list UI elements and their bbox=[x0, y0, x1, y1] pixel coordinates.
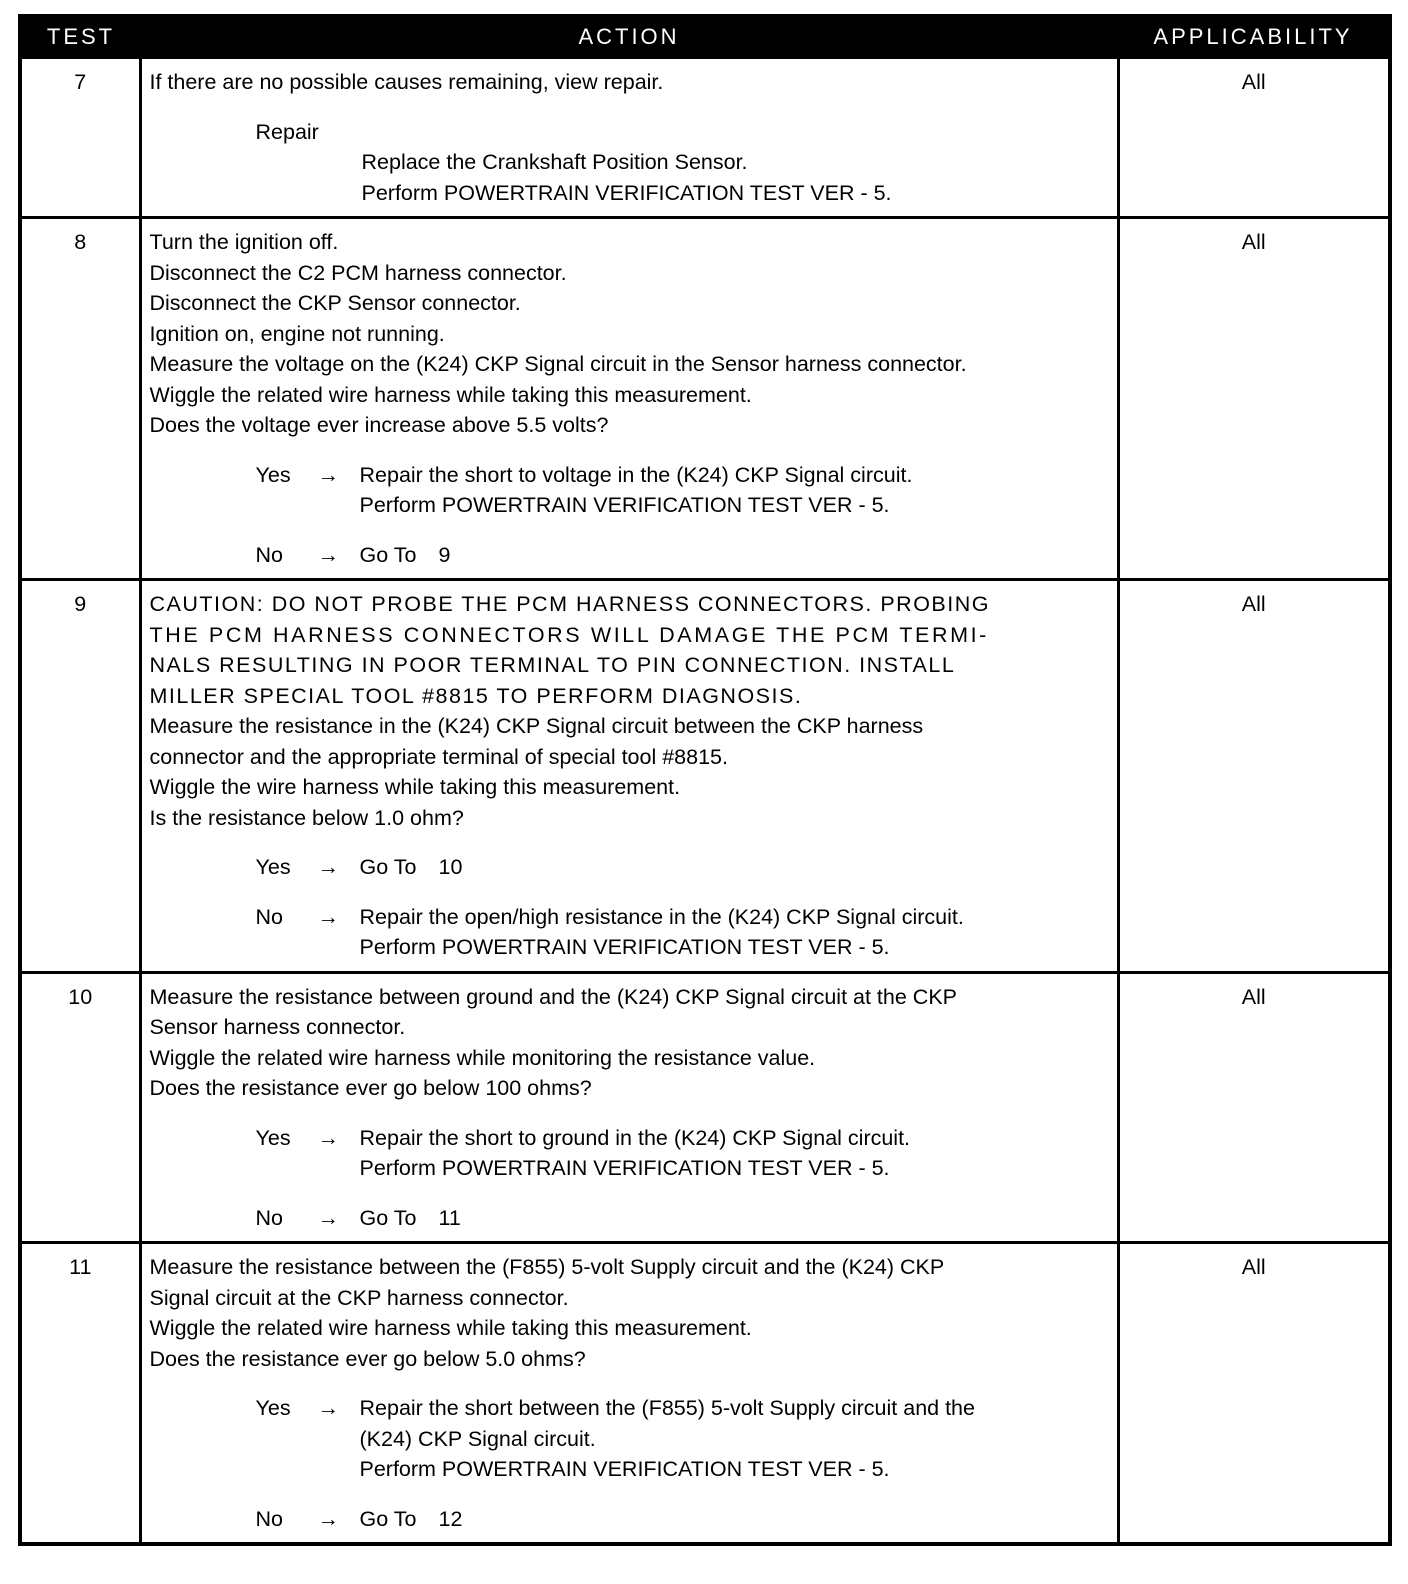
action-line: Wiggle the wire harness while taking this measurement. bbox=[149, 775, 681, 799]
goto-number: 12 bbox=[438, 1506, 463, 1531]
repair-block bbox=[256, 117, 1111, 209]
no-label: No bbox=[255, 1205, 283, 1230]
applicability-value: All bbox=[1118, 1243, 1390, 1545]
table-header bbox=[20, 16, 1390, 58]
action-line: Does the resistance ever go below 5.0 ohms? bbox=[149, 1346, 586, 1371]
result-line: Repair the short to voltage in the (K24) CKP Signal circuit. bbox=[359, 462, 913, 487]
yes-outcome bbox=[256, 1393, 1111, 1485]
no-result bbox=[360, 902, 1111, 963]
table-row bbox=[20, 218, 1390, 580]
result-line: Repair the short to ground in the (K24) CKP Signal circuit. bbox=[359, 1125, 911, 1150]
right-arrow-icon: → bbox=[317, 855, 339, 879]
yes-result bbox=[360, 1393, 1111, 1485]
applicability-value: All bbox=[1118, 972, 1390, 1243]
right-arrow-icon: → bbox=[317, 904, 339, 929]
applicability-value: All bbox=[1118, 580, 1390, 973]
caution-line: MILLER SPECIAL TOOL #8815 TO PERFORM DIAGNOSIS. bbox=[149, 683, 803, 708]
yes-outcome bbox=[256, 852, 1111, 883]
no-label: No bbox=[255, 904, 283, 929]
goto-number: 10 bbox=[438, 855, 463, 879]
repair-step: Perform POWERTRAIN VERIFICATION TEST VER - 5. bbox=[361, 180, 892, 205]
action-line: If there are no possible causes remaining, view repair. bbox=[149, 70, 664, 94]
right-arrow-icon: → bbox=[317, 1205, 339, 1230]
yes-outcome bbox=[256, 460, 1111, 521]
yes-outcome bbox=[256, 1123, 1111, 1184]
result-line: Perform POWERTRAIN VERIFICATION TEST VER - 5. bbox=[359, 1156, 890, 1180]
yes-result bbox=[360, 1123, 1111, 1184]
caution-line: THE PCM HARNESS CONNECTORS WILL DAMAGE THE PCM TERMI- bbox=[149, 622, 989, 647]
action-line: Measure the voltage on the (K24) CKP Signal circuit in the Sensor harness connector. bbox=[149, 352, 967, 376]
header-action: ACTION bbox=[140, 16, 1118, 58]
right-arrow-icon: → bbox=[317, 1506, 339, 1531]
applicability-value: All bbox=[1118, 218, 1390, 580]
caution-line: NALS RESULTING IN POOR TERMINAL TO PIN CONNECTION. INSTALL bbox=[149, 653, 956, 677]
goto-label: Go To bbox=[359, 855, 417, 879]
no-label: No bbox=[255, 1506, 283, 1531]
action-line: Wiggle the related wire harness while taking this measurement. bbox=[149, 382, 752, 407]
yes-label: Yes bbox=[255, 855, 291, 879]
action-line: Turn the ignition off. bbox=[149, 230, 339, 254]
no-result bbox=[360, 1203, 1111, 1234]
action-line: Sensor harness connector. bbox=[149, 1015, 406, 1039]
action-cell bbox=[140, 218, 1118, 580]
goto-label: Go To bbox=[359, 1506, 417, 1531]
result-line: Perform POWERTRAIN VERIFICATION TEST VER - 5. bbox=[359, 1457, 890, 1481]
repair-steps bbox=[362, 147, 1111, 208]
goto-label: Go To bbox=[359, 542, 417, 567]
action-line: connector and the appropriate terminal of special tool #8815. bbox=[149, 744, 728, 769]
action-line: Wiggle the related wire harness while taking this measurement. bbox=[149, 1316, 752, 1340]
yes-label: Yes bbox=[255, 1396, 291, 1420]
goto-number: 11 bbox=[438, 1205, 461, 1230]
table-row bbox=[20, 1243, 1390, 1545]
applicability-value: All bbox=[1118, 58, 1390, 218]
goto-number: 9 bbox=[438, 542, 451, 567]
action-cell bbox=[140, 580, 1118, 973]
no-label: No bbox=[255, 542, 283, 567]
action-line: Measure the resistance in the (K24) CKP Signal circuit between the CKP harness bbox=[149, 714, 924, 738]
test-number: 11 bbox=[20, 1243, 140, 1545]
action-line: Is the resistance below 1.0 ohm? bbox=[149, 805, 464, 830]
action-line: Disconnect the C2 PCM harness connector. bbox=[149, 260, 567, 285]
action-line: Wiggle the related wire harness while monitoring the resistance value. bbox=[149, 1045, 816, 1070]
action-line: Disconnect the CKP Sensor connector. bbox=[149, 291, 521, 315]
no-result bbox=[360, 1504, 1111, 1535]
result-line: (K24) CKP Signal circuit. bbox=[359, 1426, 596, 1451]
action-cell bbox=[140, 972, 1118, 1243]
action-line: Does the resistance ever go below 100 ohms? bbox=[149, 1076, 592, 1100]
result-line: Perform POWERTRAIN VERIFICATION TEST VER - 5. bbox=[359, 493, 890, 517]
no-result bbox=[360, 540, 1111, 571]
repair-step: Replace the Crankshaft Position Sensor. bbox=[361, 150, 748, 174]
test-number: 10 bbox=[20, 972, 140, 1243]
header-test: TEST bbox=[20, 16, 140, 58]
result-line: Repair the short between the (F855) 5-volt Supply circuit and the bbox=[359, 1396, 975, 1420]
right-arrow-icon: → bbox=[317, 462, 339, 487]
caution-line: CAUTION: DO NOT PROBE THE PCM HARNESS CONNECTORS. PROBING bbox=[149, 592, 990, 616]
right-arrow-icon: → bbox=[317, 542, 339, 567]
test-number: 7 bbox=[20, 58, 140, 218]
result-line: Repair the open/high resistance in the (K24) CKP Signal circuit. bbox=[359, 904, 964, 929]
no-outcome bbox=[256, 540, 1111, 571]
table-row bbox=[20, 580, 1390, 973]
action-line: Signal circuit at the CKP harness connector. bbox=[149, 1285, 569, 1310]
yes-label: Yes bbox=[255, 462, 291, 487]
diagnostic-test-table bbox=[18, 14, 1392, 1546]
yes-result bbox=[360, 460, 1111, 521]
no-outcome bbox=[256, 1203, 1111, 1234]
action-line: Measure the resistance between ground and the (K24) CKP Signal circuit at the CKP bbox=[149, 984, 957, 1009]
no-outcome bbox=[256, 1504, 1111, 1535]
header-applicability: APPLICABILITY bbox=[1118, 16, 1390, 58]
no-outcome bbox=[256, 902, 1111, 963]
table-row bbox=[20, 972, 1390, 1243]
action-line: Measure the resistance between the (F855) 5-volt Supply circuit and the (K24) CKP bbox=[149, 1255, 945, 1279]
table-row bbox=[20, 58, 1390, 218]
action-line: Does the voltage ever increase above 5.5 volts? bbox=[149, 413, 609, 437]
action-cell bbox=[140, 58, 1118, 218]
action-cell bbox=[140, 1243, 1118, 1545]
right-arrow-icon: → bbox=[317, 1125, 339, 1150]
test-number: 8 bbox=[20, 218, 140, 580]
yes-result bbox=[360, 852, 1111, 883]
test-number: 9 bbox=[20, 580, 140, 973]
goto-label: Go To bbox=[359, 1205, 417, 1230]
right-arrow-icon: → bbox=[317, 1396, 339, 1420]
yes-label: Yes bbox=[255, 1125, 291, 1150]
repair-label: Repair bbox=[255, 119, 319, 144]
action-line: Ignition on, engine not running. bbox=[149, 321, 445, 346]
result-line: Perform POWERTRAIN VERIFICATION TEST VER - 5. bbox=[359, 935, 890, 959]
